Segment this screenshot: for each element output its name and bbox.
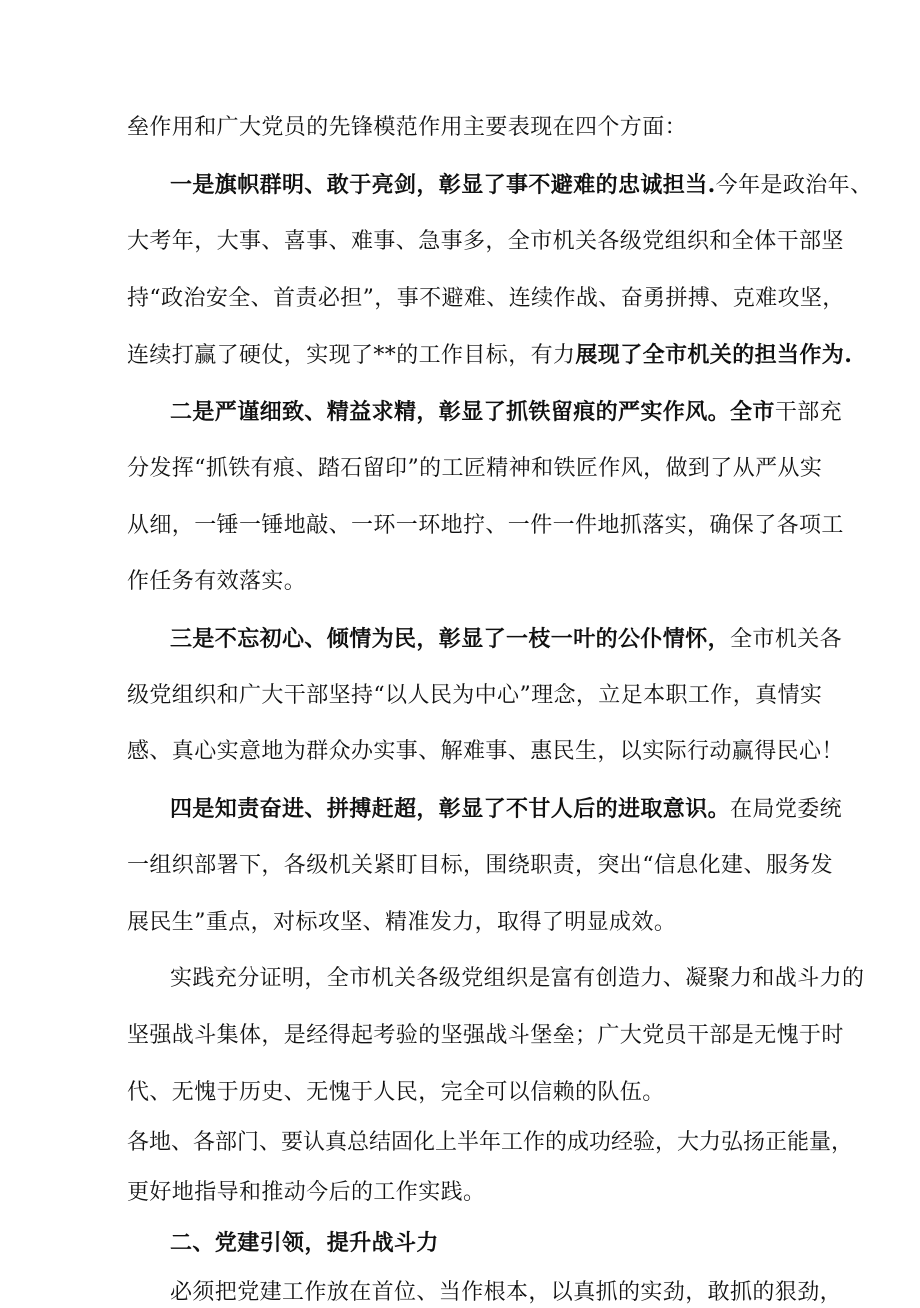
section-heading-text: 二、党建引领，提升战斗力 [170, 1230, 439, 1256]
text-run: 展民生”重点，对标攻坚、精准发力，取得了明显成效。 [127, 910, 677, 935]
text-run: 分发挥“抓铁有痕、踏石留印”的工匠精神和铁匠作风，做到了从严从实 [127, 456, 823, 481]
text-line [127, 113, 687, 143]
text-line [170, 624, 842, 655]
text-run: 作任务有效落实。 [127, 569, 307, 594]
text-run: 一组织部署下，各级机关紧盯目标，围绕职责，突出“信息化建、服务发 [127, 853, 834, 878]
text-line [127, 1078, 665, 1108]
text-run: 各地、各部门、要认真总结固化上半年工作的成功经验，大力弘扬正能量， [127, 1130, 854, 1155]
text-line [127, 851, 833, 881]
text-run: 必须把党建工作放在首位、当作根本，以真抓的实劲，敢抓的狠劲， [170, 1280, 843, 1305]
text-line [127, 1021, 844, 1051]
text-run: 实践充分证明，全市机关各级党组织是富有创造力、凝聚力和战斗力的 [170, 966, 865, 991]
text-run: 连续打赢了硬仗，实现了**的工作目标，有力 [127, 343, 576, 368]
text-line [127, 737, 844, 767]
text-run: 感、真心实意地为群众办实事、解难事、惠民生，以实际行动赢得民心！ [127, 739, 844, 764]
text-line [127, 454, 822, 484]
text-line [127, 284, 845, 314]
text-line [127, 227, 844, 257]
text-run: 大考年，大事、喜事、难事、急事多，全市机关各级党组织和全体干部坚 [127, 229, 844, 254]
text-run: 持“政治安全、首责必担”，事不避难、连续作战、奋勇拼搏、克难攻坚， [127, 286, 845, 311]
text-run: 级党组织和广大干部坚持“以人民为中心”理念，立足本职工作，真情实 [127, 683, 823, 708]
text-line [127, 340, 852, 371]
text-line [170, 794, 842, 825]
text-run-bold: 一是旗帜群明、敢于亮剑，彰显了事不避难的忠诚担当. [170, 172, 716, 198]
text-run: 在局党委统 [730, 797, 843, 822]
text-run: 今年是政治年、 [715, 173, 873, 198]
text-line [127, 511, 844, 541]
text-run: 从细，一锤一锤地敲、一环一环地拧、一件一件地抓落实，确保了各项工 [127, 513, 844, 538]
text-line [170, 170, 872, 201]
text-line [127, 1178, 485, 1208]
text-line [170, 1278, 842, 1308]
text-run: 代、无愧于历史、无愧于人民，完全可以信赖的队伍。 [127, 1080, 665, 1105]
text-line [127, 681, 822, 711]
text-run-bold: 三是不忘初心、倾情为民，彰显了一枝一叶的公仆情怀， [170, 626, 731, 652]
text-line [127, 1128, 853, 1158]
text-line [170, 964, 864, 994]
text-run: 坚强战斗集体，是经得起考验的坚强战斗堡垒；广大党员干部是无愧于时 [127, 1023, 844, 1048]
text-line [170, 397, 842, 428]
text-line [127, 908, 676, 938]
text-run: 全市机关各 [730, 627, 843, 652]
text-run: 垒作用和广大党员的先锋模范作用主要表现在四个方面： [127, 115, 688, 140]
text-run-bold: 二是严谨细致、精益求精，彰显了抓铁留痕的严实作风。全市 [170, 399, 775, 425]
section-heading [170, 1228, 439, 1259]
text-run-bold: 展现了全市机关的担当作为. [575, 342, 853, 368]
text-line [127, 567, 306, 597]
text-run: 更好地指导和推动今后的工作实践。 [127, 1180, 486, 1205]
text-run-bold: 四是知责奋进、拼搏赶超，彰显了不甘人后的进取意识。 [170, 796, 731, 822]
text-run: 干部充 [774, 400, 843, 425]
